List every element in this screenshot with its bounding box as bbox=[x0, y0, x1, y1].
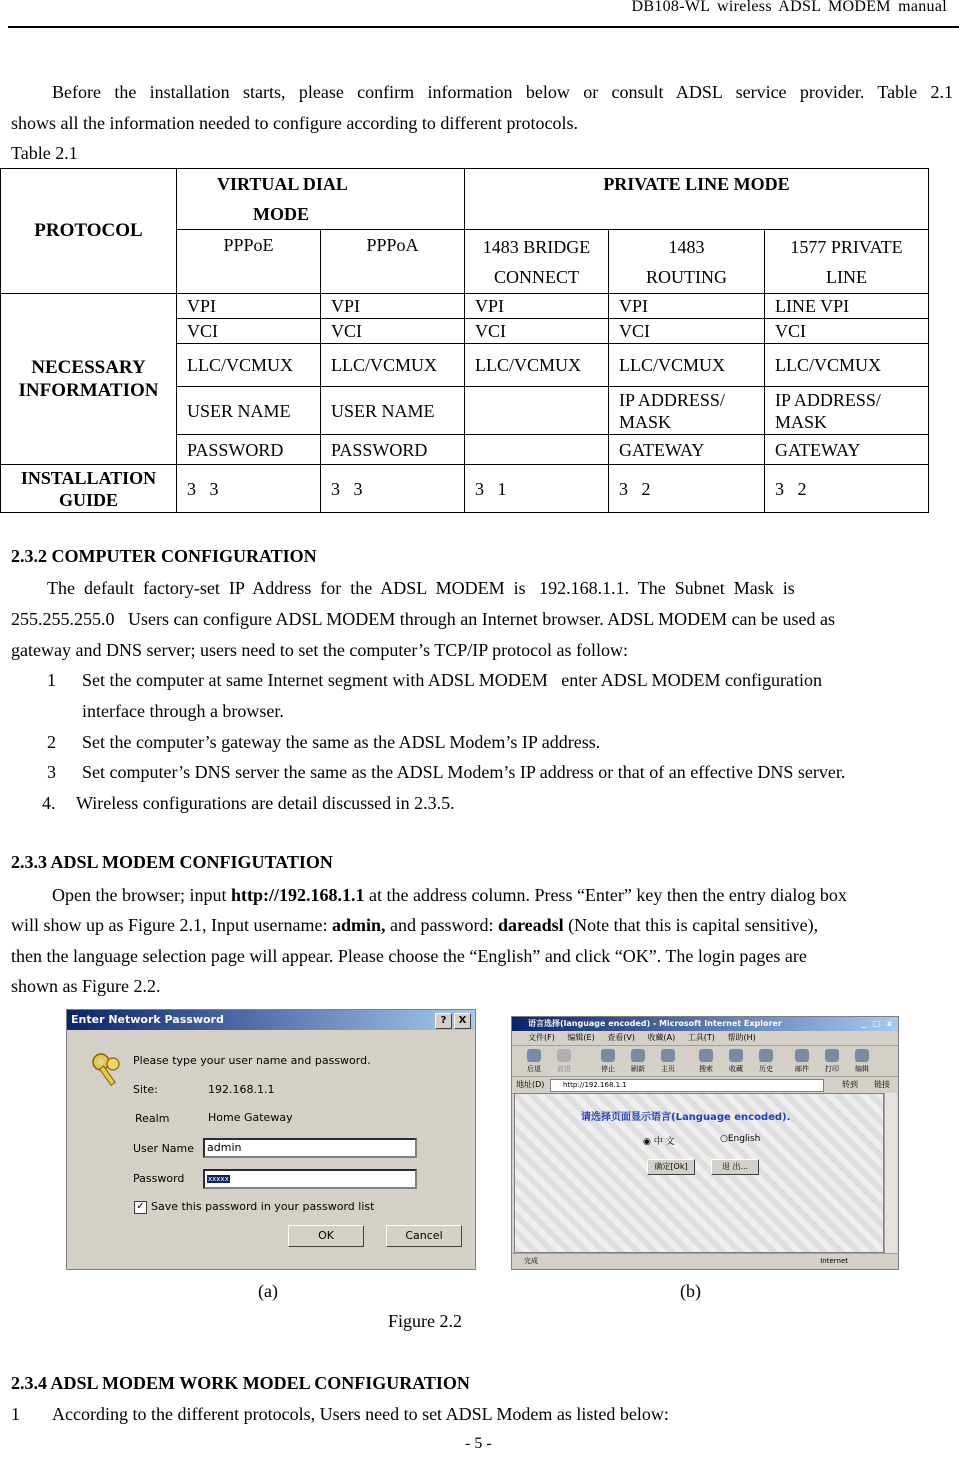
search-button[interactable]: 搜索 bbox=[692, 1049, 720, 1074]
s233-line-3: then the language selection page will appear. Please choose the “English” and click “OK”. The login pages are bbox=[11, 946, 807, 966]
list-item: 1 According to the different protocols, Users need to set ADSL Modem as listed below: bbox=[11, 1404, 669, 1424]
menu-bar bbox=[512, 1031, 898, 1046]
browser-titlebar: 语言选择(language encoded) - Microsoft Internet Explorer _ □ x bbox=[512, 1017, 898, 1031]
section-234-heading: 2.3.4 ADSL MODEM WORK MODEL CONFIGURATION bbox=[11, 1373, 470, 1393]
private-line-header: PRIVATE LINE MODE bbox=[465, 169, 929, 230]
menu-item[interactable]: 查看(V) bbox=[607, 1033, 635, 1042]
back-icon bbox=[527, 1049, 541, 1062]
virtual-dial-header: VIRTUAL DIAL MODE bbox=[177, 169, 465, 230]
table-cell: PASSWORD bbox=[321, 435, 465, 465]
figure-label-b: (b) bbox=[680, 1281, 701, 1301]
menu-item[interactable]: 帮助(H) bbox=[727, 1033, 756, 1042]
section-233-heading: 2.3.3 ADSL MODEM CONFIGUTATION bbox=[11, 852, 333, 872]
s232-line-2: 255.255.255.0 Users can configure ADSL MODEM through an Internet browser. ADSL MODEM can be used as bbox=[11, 609, 836, 629]
table-cell: LLC/VCMUX bbox=[321, 344, 465, 387]
necessary-info-header: NECESSARY INFORMATION bbox=[1, 294, 177, 465]
address-bar bbox=[512, 1077, 898, 1094]
browser-window bbox=[511, 1016, 899, 1270]
refresh-button[interactable]: 刷新 bbox=[624, 1049, 652, 1074]
table-cell: PASSWORD bbox=[177, 435, 321, 465]
history-button[interactable]: 历史 bbox=[752, 1049, 780, 1074]
s232-line-1: The default factory-set IP Address for the ADSL MODEM is 192.168.1.1. The Subnet Mask is bbox=[47, 578, 795, 598]
print-button[interactable]: 打印 bbox=[818, 1049, 846, 1074]
edit-icon bbox=[855, 1049, 869, 1062]
table-cell: VPI bbox=[177, 294, 321, 319]
table-cell: 3 2 bbox=[609, 465, 765, 513]
table-cell: VCI bbox=[321, 319, 465, 344]
edit-button[interactable]: 编辑 bbox=[848, 1049, 876, 1074]
username-label: User Name bbox=[133, 1142, 195, 1155]
table-cell bbox=[465, 387, 609, 435]
page-content bbox=[514, 1093, 884, 1253]
protocol-table bbox=[0, 168, 929, 513]
cancel-button[interactable]: Cancel bbox=[386, 1225, 462, 1247]
exit-button[interactable]: 退 出... bbox=[711, 1159, 759, 1175]
save-password-checkbox[interactable]: ✓ bbox=[134, 1201, 147, 1214]
language-heading: 请选择页面显示语言(Language encoded). bbox=[581, 1112, 791, 1123]
col-1483-bridge: 1483 BRIDGE CONNECT bbox=[465, 230, 609, 294]
vertical-scrollbar[interactable] bbox=[884, 1093, 897, 1253]
s233-line-2: will show up as Figure 2.1, Input username: admin, and password: dareadsl (Note that this is capital sensitive), bbox=[11, 915, 819, 935]
table-cell: VCI bbox=[609, 319, 765, 344]
table-cell: VCI bbox=[765, 319, 929, 344]
address-input[interactable]: http://192.168.1.1 bbox=[550, 1079, 824, 1092]
list-item: 3 Set computer’s DNS server the same as the ADSL Modem’s IP address or that of an effective DNS server. bbox=[47, 762, 846, 782]
protocol-header: PROTOCOL bbox=[1, 169, 177, 294]
header-rule bbox=[8, 26, 959, 28]
status-zone: Internet bbox=[820, 1257, 848, 1265]
table-cell: USER NAME bbox=[321, 387, 465, 435]
site-value: 192.168.1.1 bbox=[208, 1083, 275, 1096]
password-label: Password bbox=[133, 1172, 185, 1185]
table-cell bbox=[465, 435, 609, 465]
figure-caption: Figure 2.2 bbox=[388, 1311, 462, 1331]
username-input[interactable]: admin bbox=[203, 1138, 417, 1158]
site-label: Site: bbox=[133, 1083, 158, 1096]
s232-line-3: gateway and DNS server; users need to set the computer’s TCP/IP protocol as follow: bbox=[11, 640, 629, 660]
install-guide-header: INSTALLATION GUIDE bbox=[1, 465, 177, 513]
back-button[interactable]: 后退 bbox=[520, 1049, 548, 1074]
page-number: - 5 - bbox=[465, 1435, 492, 1452]
figure-label-a: (a) bbox=[258, 1281, 278, 1301]
save-password-label: Save this password in your password list bbox=[151, 1200, 375, 1213]
col-1577: 1577 PRIVATE LINE bbox=[765, 230, 929, 294]
radio-chinese[interactable]: ◉ 中 文 bbox=[643, 1137, 675, 1147]
realm-label: Realm bbox=[135, 1112, 170, 1125]
table-cell: GATEWAY bbox=[765, 435, 929, 465]
table-cell: IP ADDRESS/ MASK bbox=[765, 387, 929, 435]
table-cell: 3 1 bbox=[465, 465, 609, 513]
menu-item[interactable]: 工具(T) bbox=[687, 1033, 715, 1042]
table-cell: VCI bbox=[177, 319, 321, 344]
list-item: 1 Set the computer at same Internet segment with ADSL MODEM enter ADSL MODEM configuration interface through a browser. bbox=[47, 670, 823, 721]
table-cell: LLC/VCMUX bbox=[465, 344, 609, 387]
dialog-titlebar: Enter Network Password bbox=[67, 1010, 475, 1030]
dialog-prompt: Please type your user name and password. bbox=[133, 1054, 371, 1067]
list-item: 4. Wireless configurations are detail discussed in 2.3.5. bbox=[42, 793, 455, 813]
intro-line-1: Before the installation starts, please confirm information below or consult ADSL service provider. Table 2.1 bbox=[52, 82, 953, 102]
col-pppoe: PPPoE bbox=[177, 230, 321, 294]
table-cell: VCI bbox=[465, 319, 609, 344]
print-icon bbox=[825, 1049, 839, 1062]
table-cell: 3 3 bbox=[321, 465, 465, 513]
s233-line-1: Open the browser; input http://192.168.1.1 at the address column. Press “Enter” key then the entry dialog box bbox=[52, 885, 847, 905]
favorites-button[interactable]: 收藏 bbox=[722, 1049, 750, 1074]
radio-unselected-icon: ○ bbox=[720, 1134, 728, 1144]
col-1483-routing: 1483 ROUTING bbox=[609, 230, 765, 294]
status-bar bbox=[512, 1253, 898, 1269]
toolbar bbox=[512, 1046, 898, 1077]
stop-icon bbox=[601, 1049, 615, 1062]
table-cell: VPI bbox=[465, 294, 609, 319]
menu-item[interactable]: 收藏(A) bbox=[647, 1033, 676, 1042]
ok-button[interactable]: OK bbox=[288, 1225, 364, 1247]
enter-password-dialog bbox=[66, 1009, 476, 1270]
forward-icon bbox=[557, 1049, 571, 1062]
table-cell: LINE VPI bbox=[765, 294, 929, 319]
list-item: 2 Set the computer’s gateway the same as the ADSL Modem’s IP address. bbox=[47, 732, 601, 752]
table-cell: LLC/VCMUX bbox=[609, 344, 765, 387]
close-button[interactable]: X bbox=[454, 1013, 471, 1029]
search-icon bbox=[699, 1049, 713, 1062]
table-cell: VPI bbox=[609, 294, 765, 319]
table-cell: LLC/VCMUX bbox=[177, 344, 321, 387]
home-icon bbox=[661, 1049, 675, 1062]
menu-item[interactable]: 文件(F) bbox=[528, 1033, 555, 1042]
page-header: DB108-WL wireless ADSL MODEM manual bbox=[631, 0, 947, 15]
table-cell: USER NAME bbox=[177, 387, 321, 435]
s233-line-4: shown as Figure 2.2. bbox=[11, 976, 161, 996]
menu-item[interactable]: 编辑(E) bbox=[567, 1033, 595, 1042]
table-cell: LLC/VCMUX bbox=[765, 344, 929, 387]
forward-button[interactable]: 前进 bbox=[550, 1049, 578, 1074]
favorites-icon bbox=[729, 1049, 743, 1062]
address-label: 地址(D) bbox=[516, 1080, 545, 1089]
table-cell: 3 3 bbox=[177, 465, 321, 513]
stop-button[interactable]: 停止 bbox=[594, 1049, 622, 1074]
mail-icon bbox=[795, 1049, 809, 1062]
intro-line-2: shows all the information needed to configure according to different protocols. bbox=[11, 113, 578, 133]
table-cell: 3 2 bbox=[765, 465, 929, 513]
links-button[interactable]: 链接 bbox=[874, 1080, 890, 1089]
table-caption: Table 2.1 bbox=[11, 143, 78, 163]
refresh-icon bbox=[631, 1049, 645, 1062]
col-pppoa: PPPoA bbox=[321, 230, 465, 294]
help-button[interactable]: ? bbox=[435, 1013, 452, 1029]
radio-selected-icon: ◉ bbox=[643, 1137, 651, 1147]
mail-button[interactable]: 邮件 bbox=[788, 1049, 816, 1074]
table-cell: VPI bbox=[321, 294, 465, 319]
confirm-ok-button[interactable]: 确定[Ok] bbox=[647, 1159, 695, 1175]
history-icon bbox=[759, 1049, 773, 1062]
home-button[interactable]: 主页 bbox=[654, 1049, 682, 1074]
realm-value: Home Gateway bbox=[208, 1111, 293, 1124]
password-input[interactable]: xxxxx bbox=[203, 1169, 417, 1189]
window-controls[interactable]: _ □ x bbox=[861, 1019, 894, 1028]
radio-english[interactable]: ○English bbox=[720, 1134, 761, 1144]
table-cell: IP ADDRESS/ MASK bbox=[609, 387, 765, 435]
section-232-heading: 2.3.2 COMPUTER CONFIGURATION bbox=[11, 546, 317, 566]
go-button[interactable]: 转到 bbox=[842, 1080, 858, 1089]
keys-icon bbox=[89, 1050, 129, 1090]
status-done: 完成 bbox=[524, 1257, 538, 1265]
table-cell: GATEWAY bbox=[609, 435, 765, 465]
